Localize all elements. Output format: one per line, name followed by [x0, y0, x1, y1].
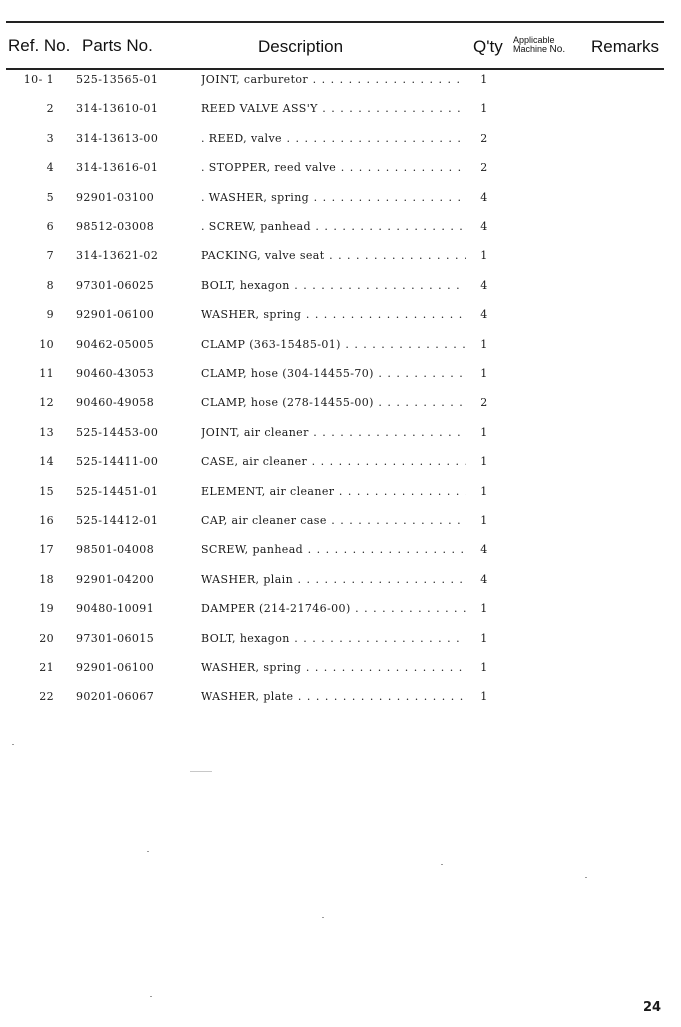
part-number-cell: 525-14411-00	[76, 455, 159, 468]
table-row	[0, 426, 681, 446]
qty-cell: 1	[480, 690, 488, 703]
scan-speck	[12, 744, 14, 745]
part-number-cell: 98512-03008	[76, 220, 155, 233]
qty-cell: 4	[480, 220, 488, 233]
description-cell: WASHER, spring . . .	[201, 308, 466, 321]
part-number-cell: 92901-04200	[76, 573, 155, 586]
ref-cell: 17	[39, 543, 54, 556]
ref-cell: 22	[39, 690, 54, 703]
table-row	[0, 308, 681, 328]
header-bottom-rule	[6, 68, 664, 70]
part-number-cell: 90460-49058	[76, 396, 155, 409]
description-cell: PACKING, valve seat . . .	[201, 249, 466, 262]
part-number-cell: 90460-43053	[76, 367, 155, 380]
column-header-qty: Q'ty	[473, 37, 503, 56]
part-number-cell: 525-14412-01	[76, 514, 159, 527]
scan-speck	[150, 996, 152, 997]
qty-cell: 2	[480, 161, 488, 174]
qty-cell: 1	[480, 102, 488, 115]
description-cell: CLAMP (363-15485-01) . . .	[201, 338, 466, 351]
table-row	[0, 102, 681, 122]
qty-cell: 4	[480, 543, 488, 556]
description-cell: JOINT, air cleaner . . .	[201, 426, 466, 439]
description-cell: . REED, valve . . .	[201, 132, 466, 145]
qty-cell: 2	[480, 132, 488, 145]
scan-speck	[190, 771, 212, 772]
qty-cell: 1	[480, 514, 488, 527]
ref-cell: 7	[46, 249, 54, 262]
description-cell: REED VALVE ASS'Y . . .	[201, 102, 466, 115]
ref-cell: 21	[39, 661, 54, 674]
column-header-applicable-machine-no	[513, 36, 565, 54]
ref-cell: 12	[39, 396, 54, 409]
description-cell: BOLT, hexagon . . .	[201, 632, 466, 645]
part-number-cell: 525-14451-01	[76, 485, 159, 498]
part-number-cell: 97301-06025	[76, 279, 155, 292]
table-row	[0, 220, 681, 240]
description-cell: . SCREW, panhead . . .	[201, 220, 466, 233]
qty-cell: 4	[480, 279, 488, 292]
table-row	[0, 161, 681, 181]
applicable-line1: Applicable	[513, 35, 555, 45]
table-row	[0, 661, 681, 681]
qty-cell: 1	[480, 338, 488, 351]
part-number-cell: 525-14453-00	[76, 426, 159, 439]
ref-cell: 13	[39, 426, 54, 439]
description-cell: . WASHER, spring . . .	[201, 191, 466, 204]
description-cell: WASHER, spring . . .	[201, 661, 466, 674]
qty-cell: 1	[480, 661, 488, 674]
qty-cell: 1	[480, 602, 488, 615]
qty-cell: 1	[480, 73, 488, 86]
qty-cell: 4	[480, 191, 488, 204]
table-row	[0, 632, 681, 652]
page-number: 24	[643, 1000, 662, 1015]
ref-cell: 18	[39, 573, 54, 586]
qty-cell: 2	[480, 396, 488, 409]
description-cell: SCREW, panhead . . .	[201, 543, 466, 556]
table-row	[0, 573, 681, 593]
description-cell: . STOPPER, reed valve . . .	[201, 161, 466, 174]
table-row	[0, 279, 681, 299]
table-row	[0, 132, 681, 152]
table-row	[0, 602, 681, 622]
ref-cell: 11	[39, 367, 54, 380]
ref-cell: 2	[46, 102, 54, 115]
scan-speck	[585, 877, 587, 878]
description-cell: DAMPER (214-21746-00) . . .	[201, 602, 466, 615]
ref-cell: 9	[46, 308, 54, 321]
ref-cell: 10	[39, 338, 54, 351]
table-row	[0, 191, 681, 211]
part-number-cell: 314-13610-01	[76, 102, 159, 115]
ref-cell: 4	[46, 161, 54, 174]
table-row	[0, 367, 681, 387]
qty-cell: 1	[480, 455, 488, 468]
applicable-machine: Machine	[513, 44, 548, 54]
part-number-cell: 525-13565-01	[76, 73, 159, 86]
description-cell: CLAMP, hose (278-14455-00) . . .	[201, 396, 466, 409]
part-number-cell: 314-13621-02	[76, 249, 159, 262]
ref-cell: 20	[39, 632, 54, 645]
ref-cell: 8	[46, 279, 54, 292]
part-number-cell: 98501-04008	[76, 543, 155, 556]
ref-cell: 6	[46, 220, 54, 233]
ref-cell: 3	[46, 132, 54, 145]
table-row	[0, 396, 681, 416]
table-row	[0, 543, 681, 563]
table-row	[0, 514, 681, 534]
ref-cell: 14	[39, 455, 54, 468]
qty-cell: 4	[480, 573, 488, 586]
table-row	[0, 485, 681, 505]
qty-cell: 1	[480, 485, 488, 498]
qty-cell: 1	[480, 367, 488, 380]
description-cell: WASHER, plate . . .	[201, 690, 466, 703]
column-header-parts-no: Parts No.	[82, 36, 153, 55]
column-header-remarks: Remarks	[591, 37, 660, 56]
table-row	[0, 690, 681, 710]
qty-cell: 1	[480, 249, 488, 262]
description-cell: ELEMENT, air cleaner . . .	[201, 485, 466, 498]
description-cell: CAP, air cleaner case . . .	[201, 514, 466, 527]
ref-cell: 16	[39, 514, 54, 527]
applicable-no: No.	[549, 44, 566, 55]
column-header-description: Description	[258, 37, 344, 56]
description-cell: CLAMP, hose (304-14455-70) . . .	[201, 367, 466, 380]
header-top-rule	[6, 21, 664, 23]
table-row	[0, 249, 681, 269]
ref-cell: 15	[39, 485, 54, 498]
ref-cell: 5	[46, 191, 54, 204]
table-row	[0, 338, 681, 358]
part-number-cell: 90480-10091	[76, 602, 155, 615]
part-number-cell: 314-13616-01	[76, 161, 159, 174]
qty-cell: 1	[480, 426, 488, 439]
ref-cell: 19	[39, 602, 54, 615]
description-cell: WASHER, plain . . .	[201, 573, 466, 586]
description-cell: CASE, air cleaner . . .	[201, 455, 466, 468]
scan-speck	[322, 917, 324, 918]
table-row	[0, 455, 681, 475]
scan-speck	[147, 851, 149, 852]
part-number-cell: 92901-03100	[76, 191, 155, 204]
description-cell: BOLT, hexagon . . .	[201, 279, 466, 292]
part-number-cell: 90201-06067	[76, 690, 155, 703]
part-number-cell: 92901-06100	[76, 661, 155, 674]
ref-cell: 10- 1	[23, 73, 54, 86]
part-number-cell: 90462-05005	[76, 338, 155, 351]
description-cell: JOINT, carburetor . . .	[201, 73, 466, 86]
part-number-cell: 92901-06100	[76, 308, 155, 321]
table-row	[0, 73, 681, 93]
qty-cell: 1	[480, 632, 488, 645]
part-number-cell: 97301-06015	[76, 632, 155, 645]
column-header-ref-no: Ref. No.	[8, 36, 71, 55]
applicable-line2	[513, 45, 565, 54]
scan-speck	[441, 864, 443, 865]
part-number-cell: 314-13613-00	[76, 132, 159, 145]
qty-cell: 4	[480, 308, 488, 321]
